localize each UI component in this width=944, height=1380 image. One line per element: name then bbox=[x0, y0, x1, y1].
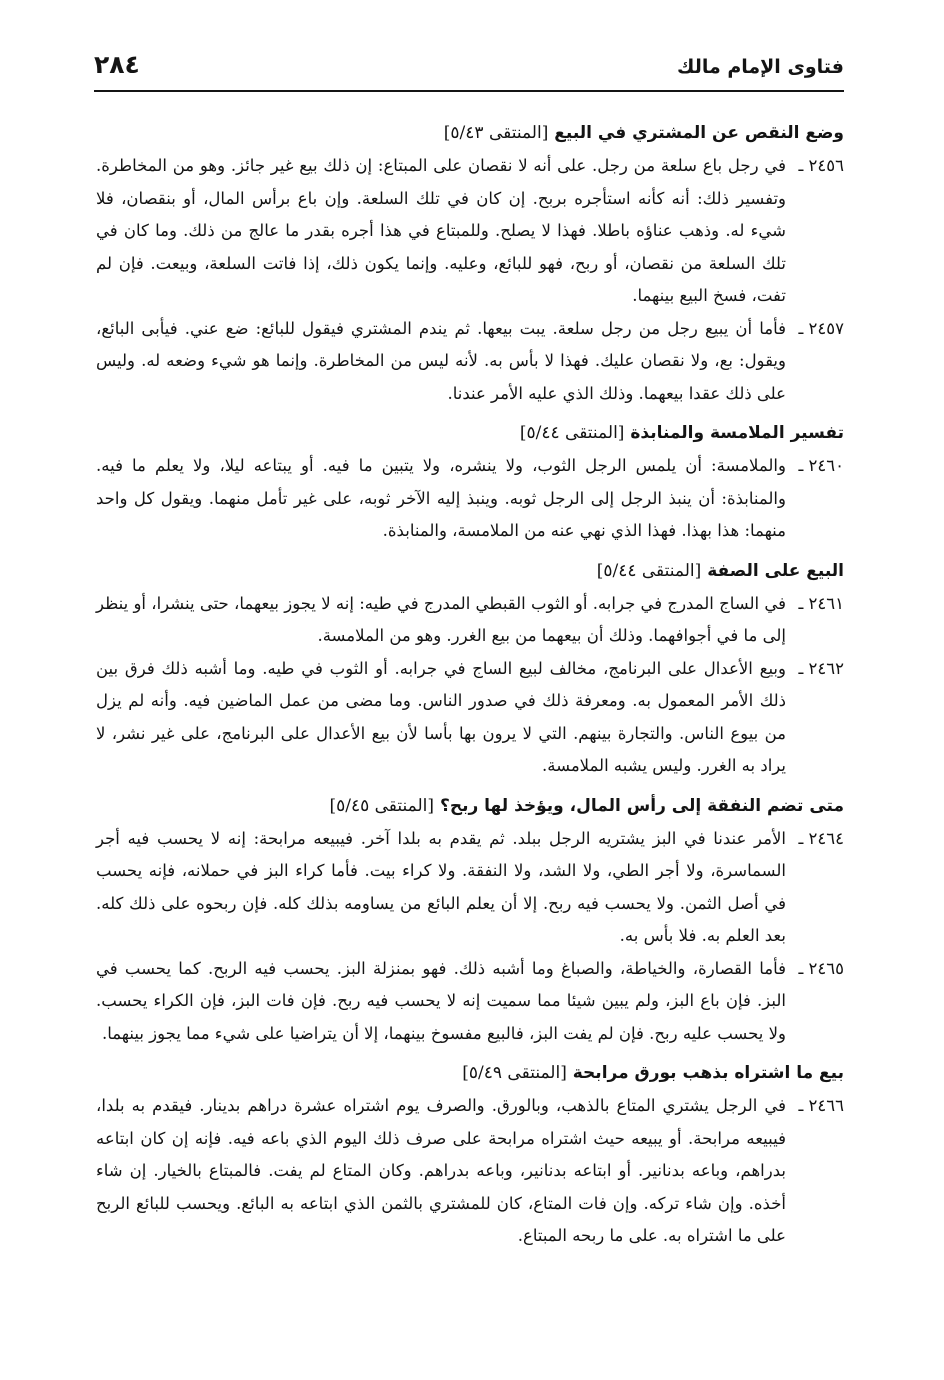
page-body bbox=[96, 118, 844, 1253]
entry-number: ٢٤٥٦ ـ bbox=[798, 156, 844, 175]
section-title-text: البيع على الصفة bbox=[707, 560, 844, 581]
section-reference: [المنتقى ٥/٤٣] bbox=[443, 123, 549, 143]
section-title-text: بيع ما اشتراه بذهب بورق مرابحة bbox=[572, 1063, 844, 1083]
section-heading bbox=[96, 118, 844, 148]
entry-number: ٢٤٦٠ ـ bbox=[798, 456, 844, 475]
section-title-text: متى تضم النفقة إلى رأس المال، ويؤخذ لها ربح؟ bbox=[439, 795, 844, 816]
section-heading bbox=[96, 791, 844, 821]
entry-text: في الرجل يشتري المتاع بالذهب، وبالورق. والصرف يوم اشتراه عشرة دراهم بدينار. فيقدم به بلدا، فيبيعه مرابحة. أو يبيعه حيث اشتراه مرابحة على صرف ذلك اليوم الذي باعه فيه. فإنه إن كان ابتاعه بدراهم، وباعه بدنانير. أو ابتاعه بدنانير، وباعه بدراهم. وكان المتاع لم يفت. فالمبتاع بالخيار. إن شاء أخذه. وإن شاء تركه. وإن فات المتاع، كان للمشتري بالثمن الذي ابتاعه به البائع. ويحسب للبائع الربح على ما اشتراه به. على ما ربحه المبتاع. bbox=[96, 1096, 786, 1245]
section-heading bbox=[96, 556, 844, 586]
running-title: فتاوى الإمام مالك bbox=[677, 56, 844, 78]
fatwa-entry bbox=[96, 1090, 844, 1253]
entry-text: في رجل باع سلعة من رجل. على أنه لا نقصان على المبتاع: إن ذلك بيع غير جائز. وهو من المخاطرة. وتفسير ذلك: أنه كأنه استأجره بربح. إن كان في تلك السلعة. وإن باع برأس المال، أو بنقصان، فلا شيء له. وذهب عناؤه باطلا. فهذا لا يصلح. وللمبتاع في هذا أجره بقدر ما عالج من ذلك. وما كان في تلك السلعة من نقصان، أو ربح، فهو للبائع، وعليه. وإنما يكون ذلك، إذا فاتت السلعة، وبيعت. فإن لم تفت، فسخ البيع بينهما. bbox=[96, 156, 786, 305]
section-title-text: تفسير الملامسة والمنابذة bbox=[630, 423, 844, 443]
fatwa-entry bbox=[96, 823, 844, 953]
entry-text: فأما أن يبيع رجل من رجل سلعة. يبت بيعها. ثم يندم المشتري فيقول للبائع: ضع عني. فيأبى البائع، ويقول: بع، ولا نقصان عليك. فهذا لا بأس به. لأنه ليس من المخاطرة. وإنما هو شيء وضعه له. وليس على ذلك عقدا بيعهما. وذلك الذي عليه الأمر عندنا. bbox=[96, 318, 786, 403]
fatwa-entry bbox=[96, 953, 844, 1051]
fatwa-entry bbox=[96, 450, 844, 548]
page-number: ٢٨٤ bbox=[94, 50, 140, 79]
section-reference: [المنتقى ٥/٤٥] bbox=[329, 795, 435, 816]
entry-text: في الساج المدرج في جرابه. أو الثوب القبطي المدرج في طيه: إنه لا يجوز بيعهما، حتى ينشرا، أو ينظر إلى ما في أجوافهما. وذلك أن بيعهما من بيع الغرر. وهو من الملامسة. bbox=[96, 593, 786, 645]
entry-number: ٢٤٦٢ ـ bbox=[798, 658, 844, 678]
entry-text: والملامسة: أن يلمس الرجل الثوب، ولا ينشره، ولا يتبين ما فيه. أو يبتاعه ليلا، ولا يعلم ما فيه. والمنابذة: أن ينبذ الرجل إلى الرجل ثوبه. وينبذ إليه الآخر ثوبه، على غير تأمل منهما. ويقول كل واحد منهما: هذا بهذا. فهذا الذي نهي عنه من الملامسة، والمنابذة. bbox=[96, 456, 786, 540]
fatwa-entry bbox=[96, 653, 844, 783]
section-heading bbox=[96, 1058, 844, 1088]
section-heading bbox=[96, 418, 844, 448]
fatwa-entry bbox=[96, 313, 844, 411]
entry-text: فأما القصارة، والخياطة، والصباغ وما أشبه ذلك. فهو بمنزلة البز. يحسب فيه الربح. كما يحسب في البز. فإن باع البز، ولم يبين شيئا مما سميت إنه لا يحسب فيه ربح. فإن فات البز، فإن الكراء يحسب. ولا يحسب عليه ربح. فإن لم يفت البز، فالبيع مفسوخ بينهما، إلا أن يتراضيا على شيء مما يجوز بينهما. bbox=[96, 958, 786, 1043]
entry-number: ٢٤٦٦ ـ bbox=[798, 1096, 844, 1115]
page-header bbox=[94, 50, 844, 92]
fatwa-entry bbox=[96, 588, 844, 653]
section-reference: [المنتقى ٥/٤٤] bbox=[519, 423, 625, 443]
section-reference: [المنتقى ٥/٤٤] bbox=[596, 560, 702, 581]
entry-text: الأمر عندنا في البز يشتريه الرجل ببلد. ثم يقدم به بلدا آخر. فيبيعه مرابحة: إنه لا يحسب فيه أجر السماسرة، ولا أجر الطي، ولا الشد، ولا النفقة. ولا كراء بيت. فأما كراء البز في حملانه، فإنه يحسب في أصل الثمن. ولا يحسب فيه ربح. إلا أن يعلم البائع من يساومه بذلك كله. فإن ربحوه على ذلك كله. بعد العلم به. فلا بأس به. bbox=[96, 828, 786, 945]
entry-number: ٢٤٥٧ ـ bbox=[798, 318, 844, 338]
section-reference: [المنتقى ٥/٤٩] bbox=[462, 1063, 567, 1083]
entry-number: ٢٤٦٥ ـ bbox=[798, 958, 844, 978]
section-title-text: وضع النقص عن المشتري في البيع bbox=[554, 123, 844, 143]
fatwa-entry bbox=[96, 150, 844, 313]
entry-number: ٢٤٦٤ ـ bbox=[798, 828, 844, 848]
entry-number: ٢٤٦١ ـ bbox=[798, 593, 844, 613]
entry-text: وبيع الأعدال على البرنامج، مخالف لبيع الساج في جرابه. أو الثوب في طيه. وما أشبه ذلك فرق بين ذلك الأمر المعمول به. ومعرفة ذلك في صدور الناس. وما مضى من عمل الماضين فيه. وأنه لم يزل من بيوع الناس. والتجارة بينهم. التي لا يرون بها بأسا لأن بيع الأعدال على البرنامج، على غير نشر، لا يراد به الغرر. وليس يشبه الملامسة. bbox=[96, 658, 786, 775]
